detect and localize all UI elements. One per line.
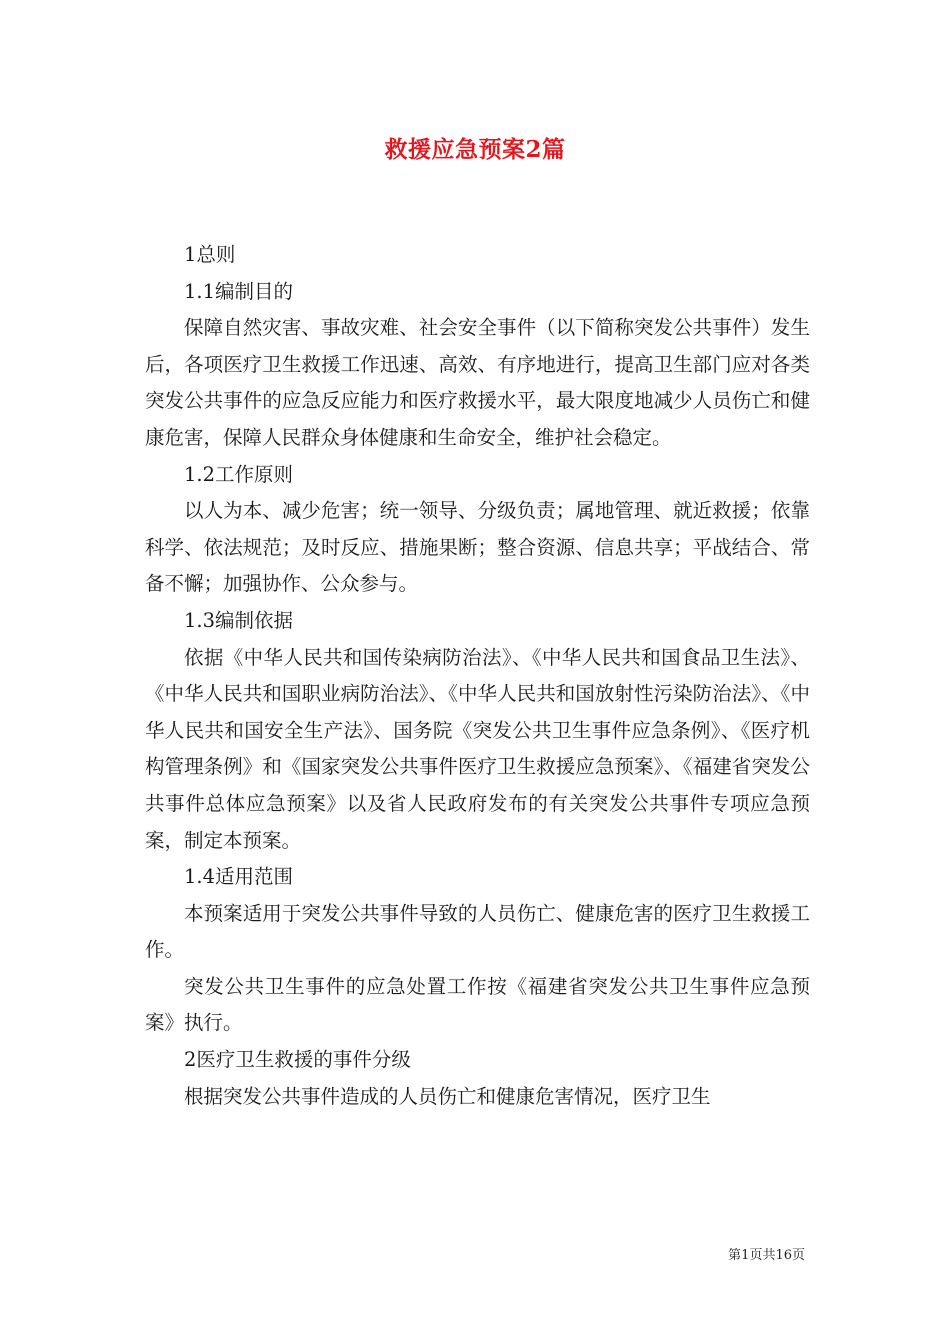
paragraph: 依据《中华人民共和国传染病防治法》、《中华人民共和国食品卫生法》、《中华人民共和国职业病防治法》、《中华人民共和国放射性污染防治法》、《中华人民共和国安全生产法》、国务院《突发公共卫生事件应急条例》、《医疗机构管理条例》和《国家突发公共事件医疗卫生救援应急预案》、《福建省突发公共事件总体应急预案》以及省人民政府发布的有关突发公共事件专项应急预案，制定本预案。 <box>145 645 810 852</box>
paragraph: 以人为本、减少危害；统一领导、分级负责；属地管理、就近救援；依靠科学、依法规范；及时反应、措施果断；整合资源、信息共享；平战结合、常备不懈；加强协作、公众参与。 <box>145 499 810 596</box>
section-heading: 1总则 <box>184 243 236 266</box>
section-heading: 2医疗卫生救援的事件分级 <box>184 1048 411 1072</box>
document-body <box>145 237 810 1115</box>
section-heading: 1.4适用范围 <box>184 865 294 889</box>
section-heading: 1.2工作原则 <box>184 462 294 486</box>
section-heading: 1.1编制目的 <box>184 279 294 303</box>
page-number: 第1页共16页 <box>728 1248 805 1263</box>
page-title: 救援应急预案2篇 <box>384 136 566 163</box>
paragraph: 保障自然灾害、事故灾难、社会安全事件（以下简称突发公共事件）发生后，各项医疗卫生救援工作迅速、高效、有序地进行，提高卫生部门应对各类突发公共事件的应急反应能力和医疗救援水平，最大限度地减少人员伤亡和健康危害，保障人民群众身体健康和生命安全，维护社会稳定。 <box>145 316 810 449</box>
paragraph: 根据突发公共事件造成的人员伤亡和健康危害情况，医疗卫生 <box>184 1084 711 1108</box>
paragraph: 本预案适用于突发公共事件导致的人员伤亡、健康危害的医疗卫生救援工作。 <box>145 901 810 962</box>
section-heading: 1.3编制依据 <box>184 608 294 632</box>
paragraph: 突发公共卫生事件的应急处置工作按《福建省突发公共卫生事件应急预案》执行。 <box>145 974 810 1035</box>
